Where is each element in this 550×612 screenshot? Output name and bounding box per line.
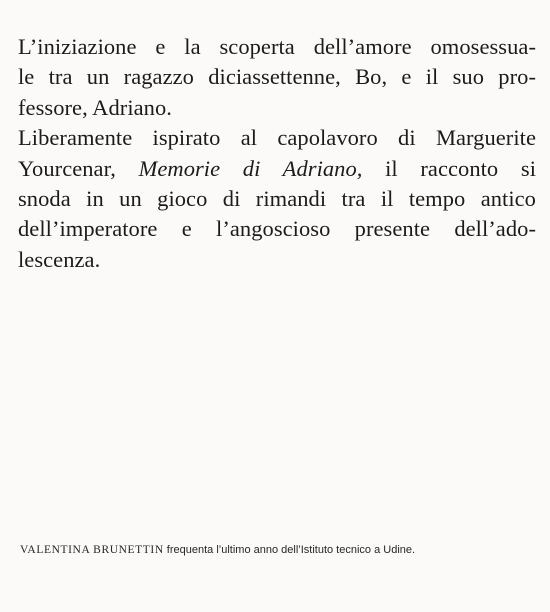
blurb-text: Yourcenar, [18, 155, 139, 181]
book-blurb [18, 32, 536, 275]
author-bio [20, 543, 530, 557]
blurb-text: il racconto si [362, 155, 536, 181]
book-title: Memorie di Adriano, [138, 155, 363, 181]
blurb-line: Liberamente ispirato al capolavoro di Marguerite [18, 125, 536, 151]
blurb-line-with-title [18, 154, 536, 184]
blurb-line: fessore, Adriano. [18, 94, 172, 120]
blurb-line: L’iniziazione e la scoperta dell’amore omosessua- [18, 34, 536, 59]
blurb-line: snoda in un gioco di rimandi tra il tempo antico [18, 186, 536, 212]
blurb-line: lescenza. [18, 246, 101, 272]
blurb-line: dell’imperatore e l’angoscioso presente dell’ado- [18, 216, 536, 242]
author-name: VALENTINA BRUNETTIN [20, 544, 164, 556]
blurb-line: le tra un ragazzo diciassettenne, Bo, e il suo pro- [18, 64, 536, 90]
author-bio-text: frequenta l’ultimo anno dell’Istituto tecnico a Udine. [163, 544, 416, 556]
